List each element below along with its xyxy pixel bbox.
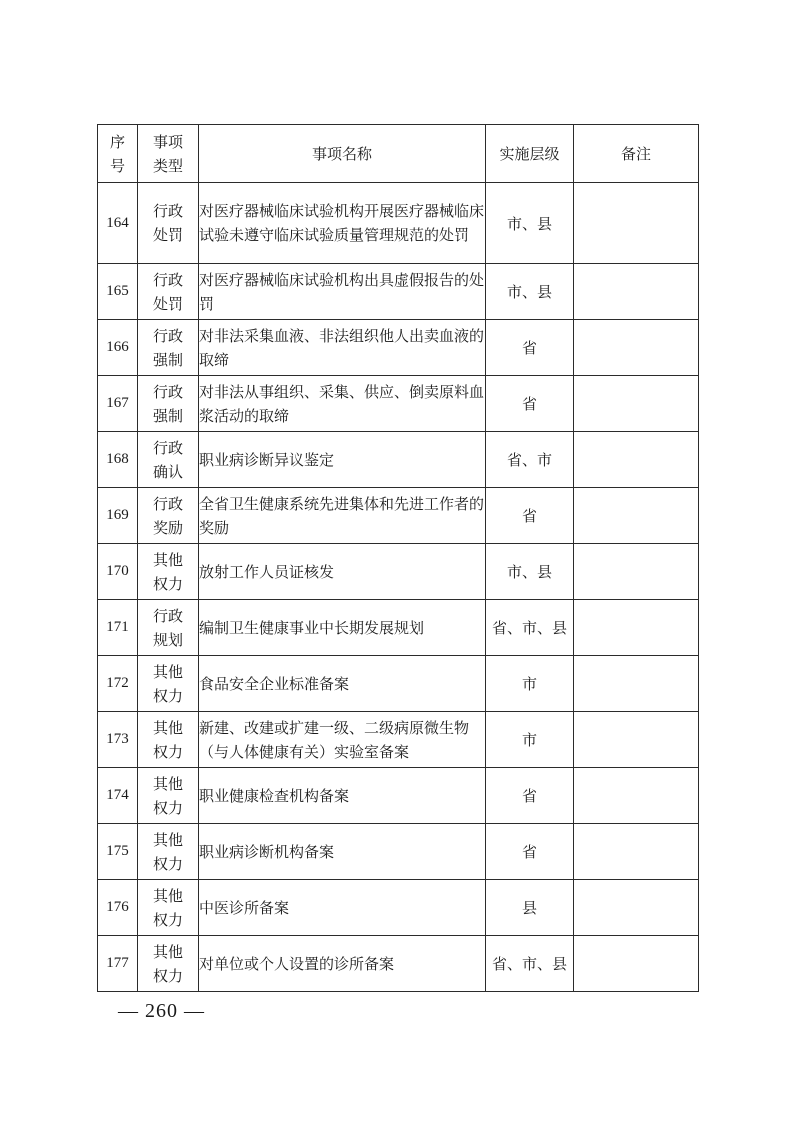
row-level: 省 [486,768,574,824]
row-level: 省 [486,824,574,880]
row-remark [574,264,699,320]
table-row [98,320,699,376]
row-number: 172 [98,656,138,712]
row-name: 对非法采集血液、非法组织他人出卖血液的取缔 [199,320,486,376]
row-remark [574,544,699,600]
row-remark [574,712,699,768]
row-type: 行政奖励 [138,488,199,544]
row-number: 174 [98,768,138,824]
row-level: 省、市、县 [486,600,574,656]
row-level: 市、县 [486,264,574,320]
row-name: 职业病诊断异议鉴定 [199,432,486,488]
table-row [98,656,699,712]
row-number: 165 [98,264,138,320]
row-type: 其他权力 [138,824,199,880]
table-row [98,183,699,264]
table-row [98,880,699,936]
row-remark [574,432,699,488]
row-number: 170 [98,544,138,600]
row-name: 职业健康检查机构备案 [199,768,486,824]
row-type: 行政确认 [138,432,199,488]
row-type: 行政规划 [138,600,199,656]
row-number: 166 [98,320,138,376]
row-level: 市 [486,712,574,768]
row-type: 行政处罚 [138,264,199,320]
table-row [98,432,699,488]
row-number: 164 [98,183,138,264]
row-remark [574,320,699,376]
row-name: 全省卫生健康系统先进集体和先进工作者的奖励 [199,488,486,544]
row-number: 173 [98,712,138,768]
row-number: 168 [98,432,138,488]
row-number: 167 [98,376,138,432]
row-level: 县 [486,880,574,936]
row-name: 对医疗器械临床试验机构出具虚假报告的处罚 [199,264,486,320]
row-type: 其他权力 [138,936,199,992]
row-name: 对医疗器械临床试验机构开展医疗器械临床试验未遵守临床试验质量管理规范的处罚 [199,183,486,264]
table-row [98,768,699,824]
table-row [98,824,699,880]
row-number: 171 [98,600,138,656]
row-type: 行政处罚 [138,183,199,264]
row-type: 其他权力 [138,880,199,936]
row-name: 编制卫生健康事业中长期发展规划 [199,600,486,656]
row-level: 省 [486,320,574,376]
row-remark [574,488,699,544]
page-number: — 260 — [118,1000,205,1022]
row-level: 市 [486,656,574,712]
row-name: 中医诊所备案 [199,880,486,936]
row-name: 职业病诊断机构备案 [199,824,486,880]
row-name: 对非法从事组织、采集、供应、倒卖原料血浆活动的取缔 [199,376,486,432]
row-type: 行政强制 [138,320,199,376]
header-level: 实施层级 [486,125,574,183]
table-row [98,936,699,992]
row-type: 其他权力 [138,712,199,768]
row-number: 169 [98,488,138,544]
row-type: 行政强制 [138,376,199,432]
table-row [98,488,699,544]
row-remark [574,936,699,992]
row-remark [574,880,699,936]
row-name: 食品安全企业标准备案 [199,656,486,712]
table-row [98,544,699,600]
row-remark [574,656,699,712]
header-remark: 备注 [574,125,699,183]
row-number: 175 [98,824,138,880]
row-level: 省、市、县 [486,936,574,992]
row-remark [574,600,699,656]
row-remark [574,183,699,264]
row-remark [574,376,699,432]
row-name: 放射工作人员证核发 [199,544,486,600]
row-level: 省、市 [486,432,574,488]
header-type: 事项类型 [138,125,199,183]
row-number: 177 [98,936,138,992]
row-name: 对单位或个人设置的诊所备案 [199,936,486,992]
table-row [98,376,699,432]
row-remark [574,768,699,824]
row-type: 其他权力 [138,768,199,824]
row-remark [574,824,699,880]
row-level: 市、县 [486,544,574,600]
row-type: 其他权力 [138,544,199,600]
table-row [98,712,699,768]
row-level: 市、县 [486,183,574,264]
row-type: 其他权力 [138,656,199,712]
header-name: 事项名称 [199,125,486,183]
row-level: 省 [486,488,574,544]
table-row [98,264,699,320]
row-number: 176 [98,880,138,936]
row-name: 新建、改建或扩建一级、二级病原微生物（与人体健康有关）实验室备案 [199,712,486,768]
matters-table [97,124,699,992]
table-row [98,600,699,656]
row-level: 省 [486,376,574,432]
header-no: 序号 [98,125,138,183]
table-header-row [98,125,699,183]
